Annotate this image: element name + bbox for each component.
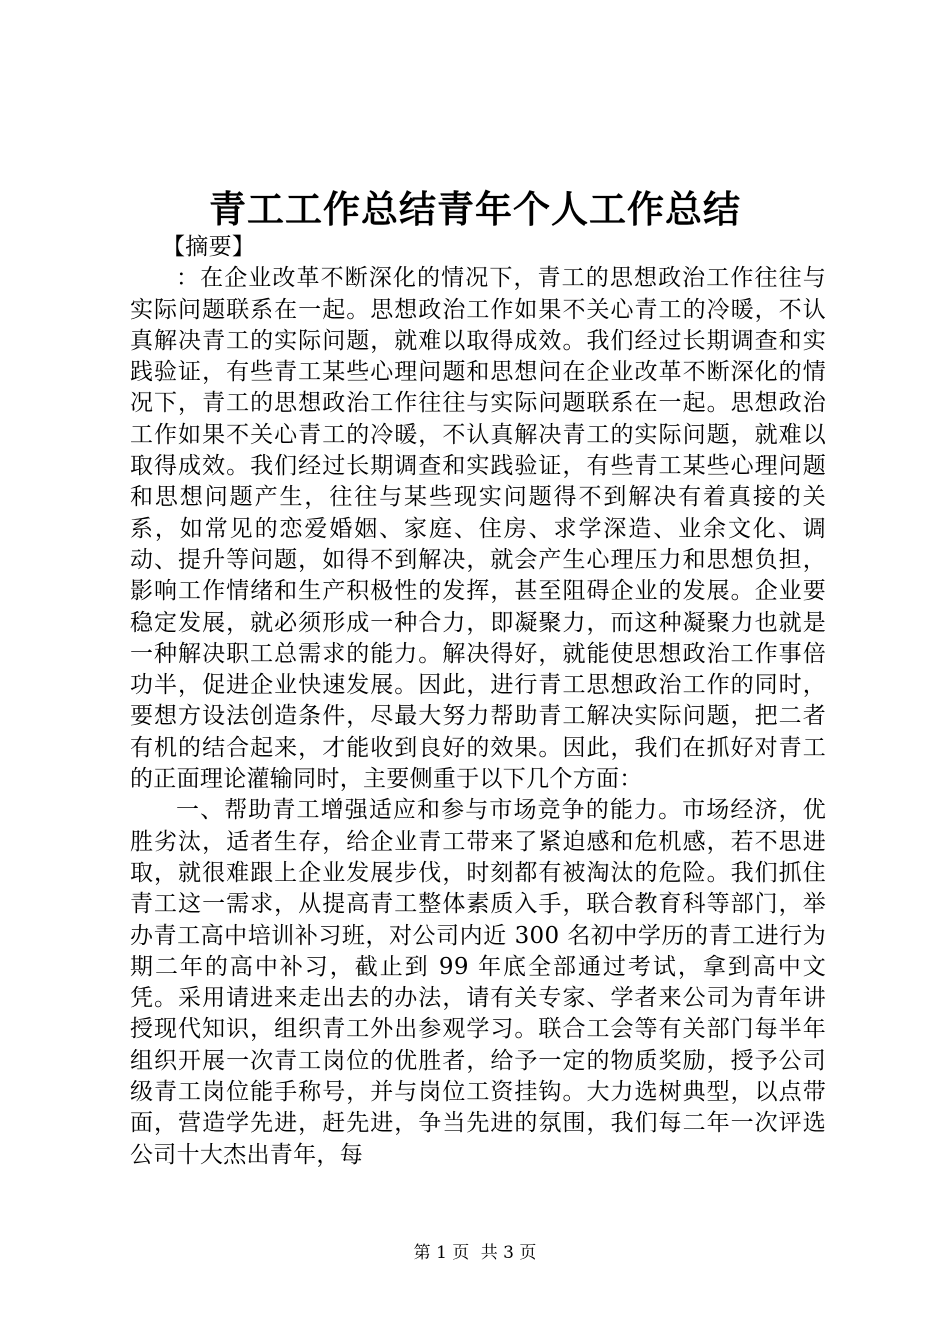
paragraph-1: ：在企业改革不断深化的情况下，青工的思想政治工作往往与实际问题联系在一起。思想政治工作如果不关心青工的冷暖，不认真解决青工的实际问题，就难以取得成效。我们经过长期调查和实践验证，有些青工某些心理问题和思想问在企业改革不断深化的情况下，青工的思想政治工作往往与实际问题联系在一起。思想政治工作如果不关心青工的冷暖，不认真解决青工的实际问题，就难以取得成效。我们经过长期调查和实践验证，有些青工某些心理问题和思想问题产生，往往与某些现实问题得不到解决有着真接的关系，如常见的恋爱婚姻、家庭、住房、求学深造、业余文化、调动、提升等问题，如得不到解决，就会产生心理压力和思想负担，影响工作情绪和生产积极性的发挥，甚至阻碍企业的发展。企业要稳定发展，就必须形成一种合力，即凝聚力，而这种凝聚力也就是一种解决职工总需求的能力。解决得好，就能使思想政治工作事倍功半，促进企业快速发展。因此，进行青工思想政治工作的同时，要想方设法创造条件，尽最大努力帮助青工解决实际问题，把二者有机的结合起来，才能收到良好的效果。因此，我们在抓好对青工的正面理论灌输同时，主要侧重于以下几个方面： xyxy=(130,265,826,793)
abstract-label: 【摘要】 xyxy=(162,234,256,260)
paragraph-2: 一、帮助青工增强适应和参与市场竞争的能力。市场经济，优胜劣汰，适者生存，给企业青工带来了紧迫感和危机感，若不思进取，就很难跟上企业发展步伐，时刻都有被淘汰的危险。我们抓住青工这一需求，从提高青工整体素质入手，联合教育科等部门，举办青工高中培训补习班，对公司内近 300 名初中学历的青工进行为期二年的高中补习，截止到 99 年底全部通过考试，拿到高中文凭。采用请进来走出去的办法，请有关专家、学者来公司为青年讲授现代知识，组织青工外出参观学习。联合工会等有关部门每半年组织开展一次青工岗位的优胜者，给予一定的物质奖励，授予公司级青工岗位能手称号，并与岗位工资挂钩。大力选树典型，以点带面，营造学先进，赶先进，争当先进的氛围，我们每二年一次评选公司十大杰出青年，每 xyxy=(130,797,826,1168)
page-footer xyxy=(0,1241,950,1265)
document-body xyxy=(130,232,826,1171)
page-total: 共 3 页 xyxy=(480,1243,537,1263)
document-title: 青工工作总结青年个人工作总结 xyxy=(209,187,741,231)
page-number: 第 1 页 xyxy=(413,1243,470,1263)
